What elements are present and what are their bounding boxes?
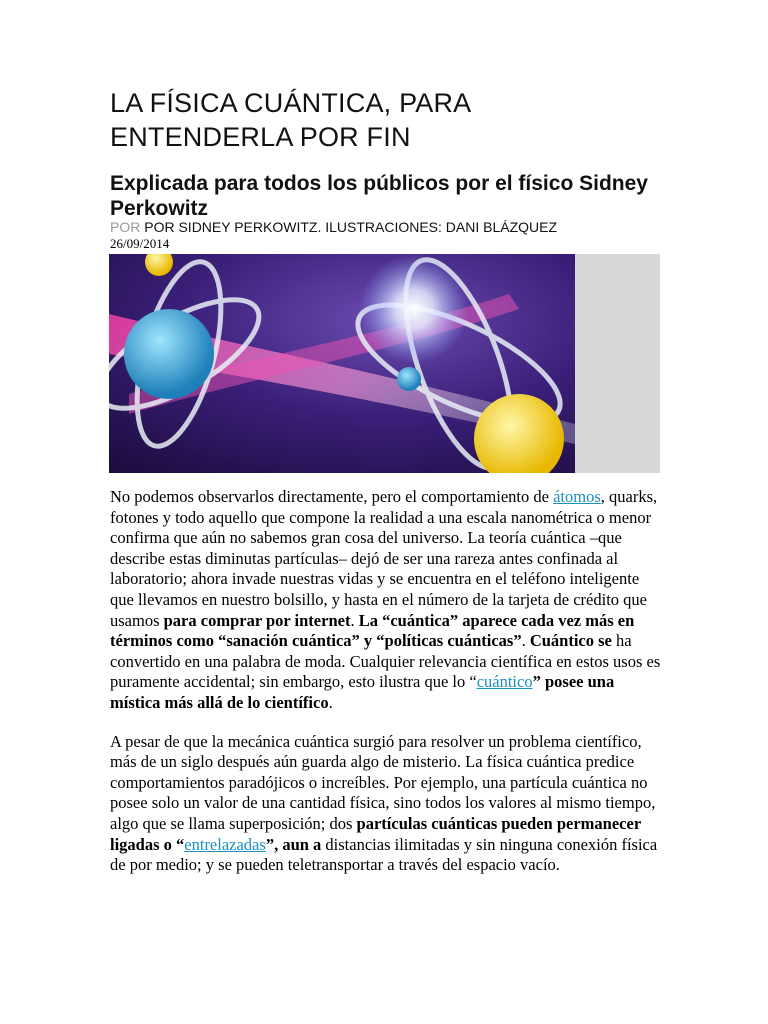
byline-por-label: POR (110, 219, 141, 235)
illustration-side-panel (575, 254, 660, 473)
link-entrelazadas[interactable]: entrelazadas (184, 834, 266, 854)
article-subtitle: Explicada para todos los públicos por el físico Sidney Perkowitz (110, 172, 648, 220)
publish-date: 26/09/2014 (110, 236, 170, 251)
hero-illustration (109, 254, 660, 473)
quantum-illustration (109, 254, 660, 473)
paragraph-2: A pesar de que la mecánica cuántica surgió para resolver un problema científico, más de un siglo después aún guarda algo de misterio. La física cuántica predice comportamientos paradójicos o increíbles. Por ejemplo, una partícula cuántica no posee solo un valor de una cantidad física, sino todos los valores al mismo tiempo, algo que se llama superposición; dos partículas cuánticas pueden permanecer ligadas o “entrelazadas”, aun a distancias ilimitadas y sin ninguna conexión física de por medio; y se pueden teletransportar a través del espacio vacío. (110, 731, 658, 875)
link-atomos[interactable]: átomos (553, 487, 601, 506)
title-line-2: ENTENDERLA POR FIN (110, 122, 411, 152)
blue-particle-large (124, 309, 214, 399)
byline (110, 219, 670, 236)
byline-authors: POR SIDNEY PERKOWITZ. ILUSTRACIONES: DANI BLÁZQUEZ (140, 219, 558, 235)
link-cuantico[interactable]: cuántico (476, 672, 533, 692)
article-title (110, 86, 670, 154)
article-body (110, 487, 662, 894)
paragraph-1: No podemos observarlos directamente, pero el comportamiento de átomos, quarks, fotones y todo aquello que compone la realidad a una escala nanométrica o menor confirma que aún no sabemos gran cosa del universo. La teoría cuántica –que describe estas diminutas partículas– dejó de ser una rareza antes confinada al laboratorio; ahora invade nuestras vidas y se encuentra en el teléfono inteligente que llevamos en nuestro bolsillo, y hasta en el número de la tarjeta de crédito que usamos para comprar por internet. La “cuántica” aparece cada vez más en términos como “sanación cuántica” y “políticas cuánticas”. Cuántico se ha convertido en una palabra de moda. Cualquier relevancia científica en estos usos es puramente accidental; sin embargo, esto ilustra que lo “cuántico” posee una mística más allá de lo científico. (110, 487, 661, 712)
blue-particle-small (397, 367, 421, 391)
title-line-1: LA FÍSICA CUÁNTICA, PARA (110, 88, 472, 118)
light-flare (359, 254, 469, 364)
